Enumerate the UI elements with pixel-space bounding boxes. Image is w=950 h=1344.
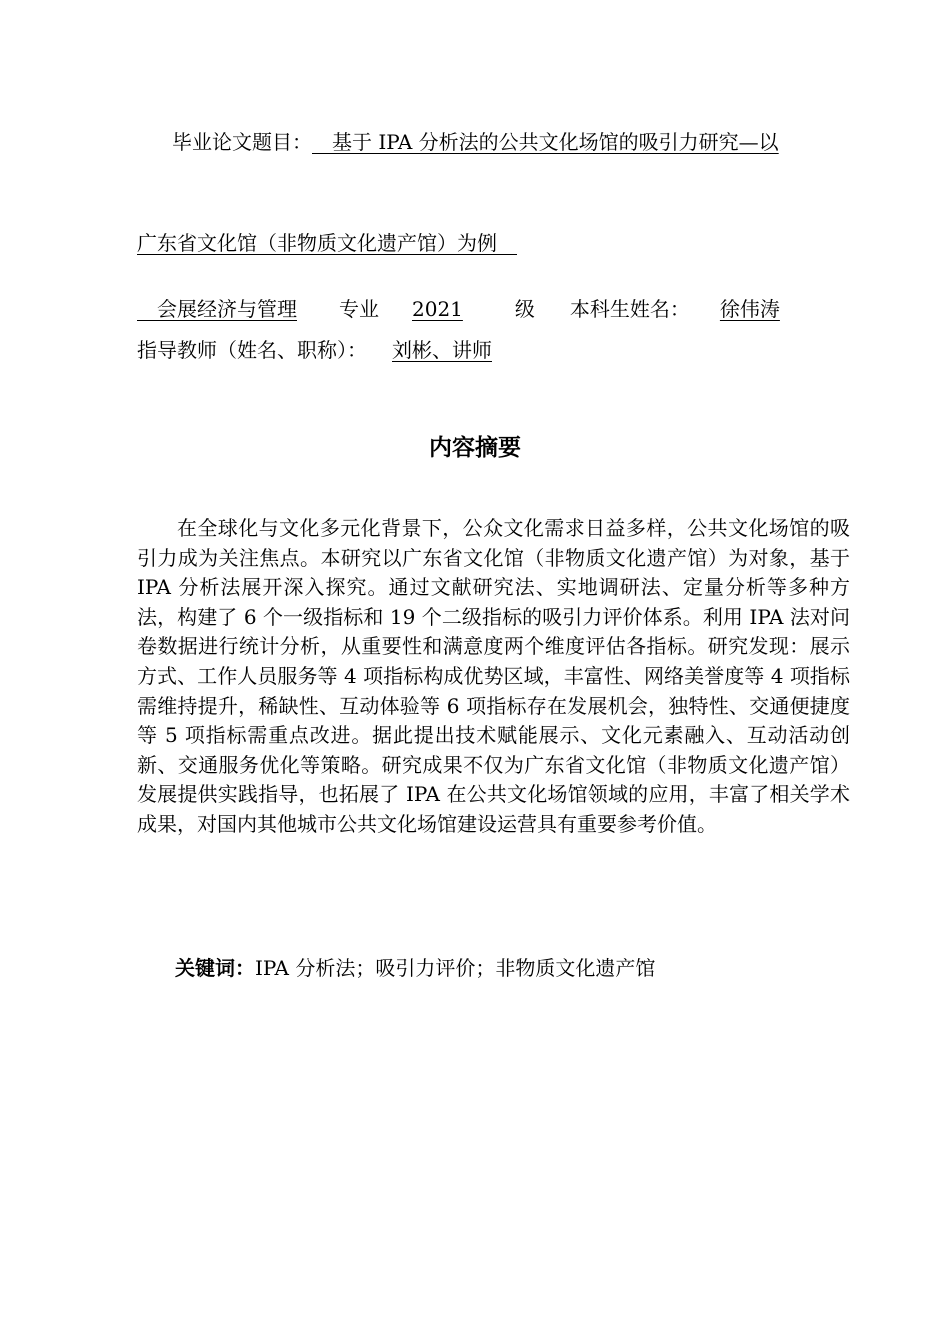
major-field: 会展经济与管理	[157, 297, 297, 321]
year-label: 级	[514, 297, 535, 321]
major-label: 专业	[339, 297, 379, 321]
thesis-title-line-2	[137, 231, 517, 255]
advisor-line	[137, 338, 682, 362]
advisor-field: 刘彬、讲师	[392, 338, 492, 362]
thesis-title-line-1	[172, 130, 779, 154]
thesis-title-part-1: 基于 IPA 分析法的公共文化场馆的吸引力研究—以	[332, 130, 779, 154]
student-info-line	[137, 297, 790, 321]
thesis-title-label: 毕业论文题目：	[172, 130, 312, 154]
year-field: 2021	[412, 297, 463, 321]
thesis-title-part-2: 广东省文化馆（非物质文化遗产馆）为例	[137, 231, 497, 255]
keywords-label: 关键词：	[175, 956, 255, 980]
student-name-label: 本科生姓名：	[569, 297, 690, 321]
student-name-field: 徐伟涛	[719, 297, 780, 321]
keywords-line	[175, 955, 655, 981]
keywords-text: IPA 分析法；吸引力评价；非物质文化遗产馆	[255, 956, 656, 980]
abstract-heading: 内容摘要	[429, 435, 521, 461]
advisor-label: 指导教师（姓名、职称）：	[137, 338, 367, 362]
abstract-body: 在全球化与文化多元化背景下，公众文化需求日益多样，公共文化场馆的吸引力成为关注焦点。本研究以广东省文化馆（非物质文化遗产馆）为对象，基于 IPA 分析法展开深入探究。通过文献研究法、实地调研法、定量分析等多种方法，构建了 6 个一级指标和 19 个二级指标的吸引力评价体系。利用 IPA 法对问卷数据进行统计分析，从重要性和满意度两个维度评估各指标。研究发现：展示方式、工作人员服务等 4 项指标构成优势区域，丰富性、网络美誉度等 4 项指标需维持提升，稀缺性、互动体验等 6 项指标存在发展机会，独特性、交通便捷度等 5 项指标需重点改进。据此提出技术赋能展示、文化元素融入、互动活动创新、交通服务优化等策略。研究成果不仅为广东省文化馆（非物质文化遗产馆）发展提供实践指导，也拓展了 IPA 在公共文化场馆领域的应用，丰富了相关学术成果，对国内其他城市公共文化场馆建设运营具有重要参考价值。	[137, 516, 850, 836]
